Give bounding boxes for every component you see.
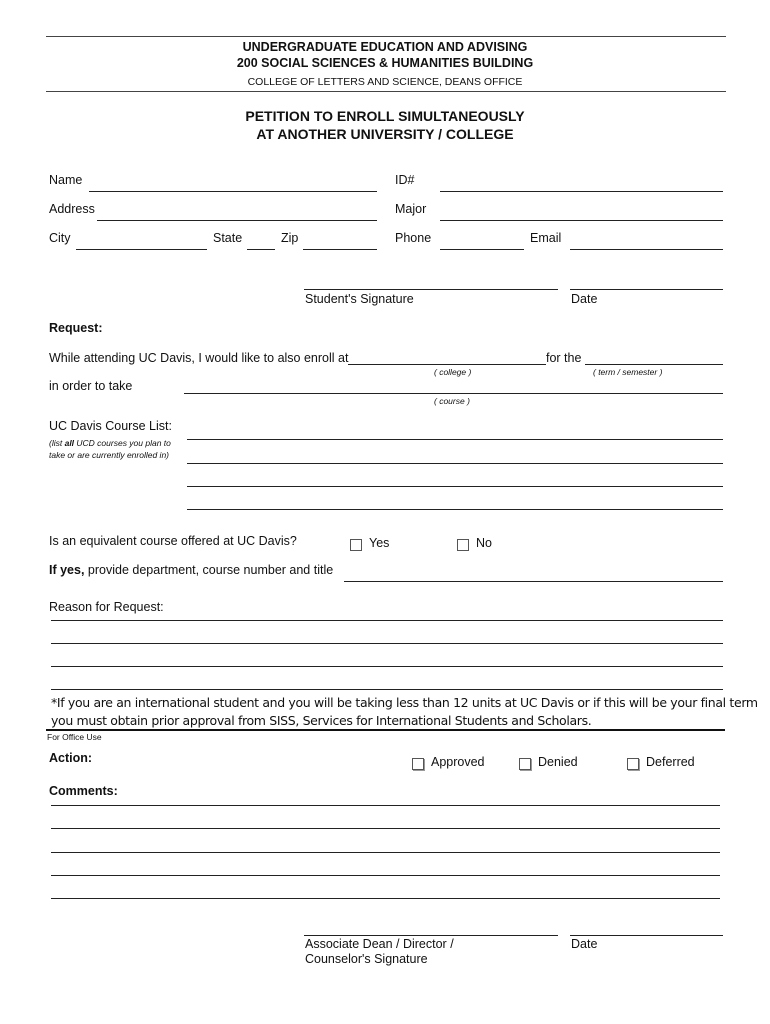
approved-label: Approved [431,755,485,769]
equivalent-course-field[interactable] [344,581,723,582]
counselor-date-label: Date [571,937,598,951]
state-label: State [213,231,243,245]
college-name: COLLEGE OF LETTERS AND SCIENCE, DEANS OFFICE [247,76,523,88]
course-list-line-3[interactable] [187,486,723,487]
comments-line-3[interactable] [51,852,720,853]
request-heading: Request: [49,321,103,335]
name-field[interactable] [89,191,377,192]
student-signature-field[interactable] [304,289,558,290]
zip-label: Zip [281,231,299,245]
office-name: UNDERGRADUATE EDUCATION AND ADVISING [242,40,528,54]
course-list-line-4[interactable] [187,509,723,510]
if-yes-text: If yes, provide department, course number and title [49,563,334,577]
no-label: No [476,536,492,550]
reason-line-4[interactable] [51,689,723,690]
comments-line-5[interactable] [51,898,720,899]
address-field[interactable] [97,220,377,221]
denied-checkbox[interactable] [519,758,531,770]
counselor-signature-field[interactable] [304,935,558,936]
deferred-label: Deferred [646,755,695,769]
major-field[interactable] [440,220,723,221]
email-label: Email [530,231,562,245]
denied-label: Denied [538,755,578,769]
state-field[interactable] [247,249,275,250]
reason-line-2[interactable] [51,643,723,644]
id-field[interactable] [440,191,723,192]
phone-label: Phone [395,231,432,245]
yes-label: Yes [369,536,390,550]
office-use-divider [46,729,725,731]
action-heading: Action: [49,751,93,765]
address-label: Address [49,202,95,216]
comments-line-2[interactable] [51,828,720,829]
header-bottom-rule [46,91,726,92]
student-signature-label: Student's Signature [305,292,414,306]
email-field[interactable] [570,249,723,250]
deferred-checkbox[interactable] [627,758,639,770]
in-order-text: in order to take [49,379,133,393]
reason-label: Reason for Request: [49,600,164,614]
term-field[interactable] [585,364,723,365]
comments-heading: Comments: [49,784,118,798]
phone-field[interactable] [440,249,524,250]
for-the-text: for the [546,351,582,365]
course-field[interactable] [184,393,723,394]
city-label: City [49,231,71,245]
comments-line-4[interactable] [51,875,720,876]
course-hint: ( course ) [434,396,470,406]
form-title-line2: AT ANOTHER UNIVERSITY / COLLEGE [256,126,514,142]
zip-field[interactable] [303,249,377,250]
id-label: ID# [395,173,415,187]
counselor-signature-label: Associate Dean / Director / Counselor's Signature [305,937,454,966]
college-hint: ( college ) [434,367,472,377]
yes-checkbox[interactable] [350,539,362,551]
comments-line-1[interactable] [51,805,720,806]
city-field[interactable] [76,249,207,250]
enroll-text: While attending UC Davis, I would like to also enroll at [49,351,349,365]
course-list-note: (list all UCD courses you plan to take or are currently enrolled in) [49,438,171,460]
form-title-line1: PETITION TO ENROLL SIMULTANEOUSLY [245,108,525,124]
equivalent-question: Is an equivalent course offered at UC Davis? [49,534,297,548]
term-hint: ( term / semester ) [593,367,663,377]
student-date-label: Date [571,292,598,306]
course-list-label: UC Davis Course List: [49,419,172,433]
course-list-line-2[interactable] [187,463,723,464]
counselor-date-field[interactable] [570,935,723,936]
header-top-rule [46,36,726,37]
major-label: Major [395,202,427,216]
building-name: 200 SOCIAL SCIENCES & HUMANITIES BUILDING [236,56,534,70]
student-date-field[interactable] [570,289,723,290]
college-field[interactable] [348,364,546,365]
reason-line-3[interactable] [51,666,723,667]
no-checkbox[interactable] [457,539,469,551]
approved-checkbox[interactable] [412,758,424,770]
reason-line-1[interactable] [51,620,723,621]
office-use-label: For Office Use [47,732,102,742]
course-list-line-1[interactable] [187,439,723,440]
name-label: Name [49,173,83,187]
international-student-note: *If you are an international student and you will be taking less than 12 units at UC Davis or if this will be your final term you must obtain prior approval from SISS, Services for International Students and Scholars. [51,695,758,728]
